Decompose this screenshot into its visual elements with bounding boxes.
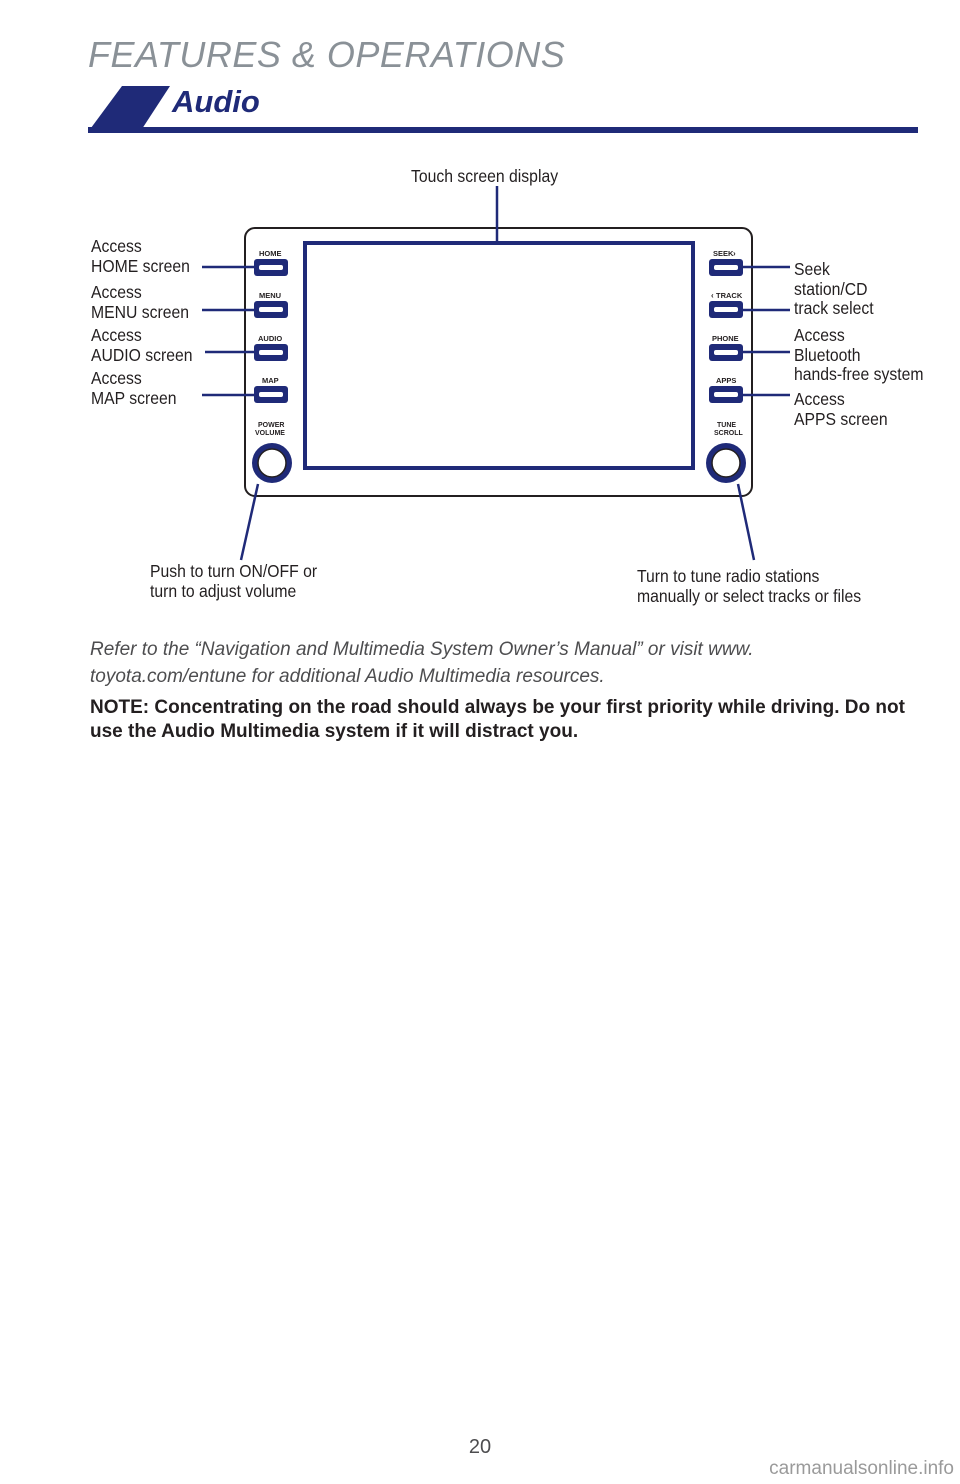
menu-button-label: MENU	[259, 291, 282, 300]
callout-phone: Access Bluetooth hands-free system	[794, 325, 924, 384]
seek-button-label: SEEK	[713, 249, 734, 258]
phone-button-label: PHONE	[712, 334, 739, 343]
map-button-label: MAP	[262, 376, 279, 385]
home-button-label: HOME	[259, 249, 282, 258]
callout-map: Access MAP screen	[91, 368, 177, 408]
callout-home: Access HOME screen	[91, 236, 190, 276]
callout-power-volume: Push to turn ON/OFF or turn to adjust volume	[150, 561, 318, 601]
section-title: FEATURES & OPERATIONS	[88, 34, 566, 75]
tab-underline	[88, 127, 918, 133]
callout-touch-screen: Touch screen display	[411, 166, 559, 186]
callout-tune-scroll: Turn to tune radio stations manually or select tracks or files	[637, 566, 862, 606]
apps-button-label: APPS	[716, 376, 737, 385]
touch-screen	[305, 243, 693, 468]
watermark: carmanualsonline.info	[769, 1458, 954, 1479]
page-number: 20	[468, 1436, 492, 1458]
tab-accent-shape	[88, 86, 170, 132]
chevron-left-icon: ‹	[711, 291, 714, 300]
scroll-label: SCROLL	[714, 430, 743, 437]
subsection-title: Audio	[172, 84, 260, 119]
section-tab-bar	[0, 0, 960, 140]
volume-label: VOLUME	[255, 430, 285, 437]
tune-label: TUNE	[717, 422, 737, 429]
power-label: POWER	[258, 422, 285, 429]
reference-paragraph: Refer to the “Navigation and Multimedia System Owner’s Manual” or visit www. toyota.com/entune for additional Audio Multimedia resources.	[90, 639, 754, 687]
audio-button-label: AUDIO	[258, 334, 283, 343]
track-button-label: TRACK	[716, 291, 743, 300]
phone-button[interactable]	[709, 334, 743, 361]
callout-menu: Access MENU screen	[91, 282, 190, 322]
callout-seek: Seek station/CD track select	[794, 259, 874, 318]
chevron-right-icon: ›	[733, 249, 736, 258]
callout-audio: Access AUDIO screen	[91, 325, 193, 365]
callout-apps: Access APPS screen	[794, 389, 888, 429]
safety-note: NOTE: Concentrating on the road should always be your first priority while driving. Do not use the Audio Multimedia system if it will distract you.	[90, 697, 905, 742]
